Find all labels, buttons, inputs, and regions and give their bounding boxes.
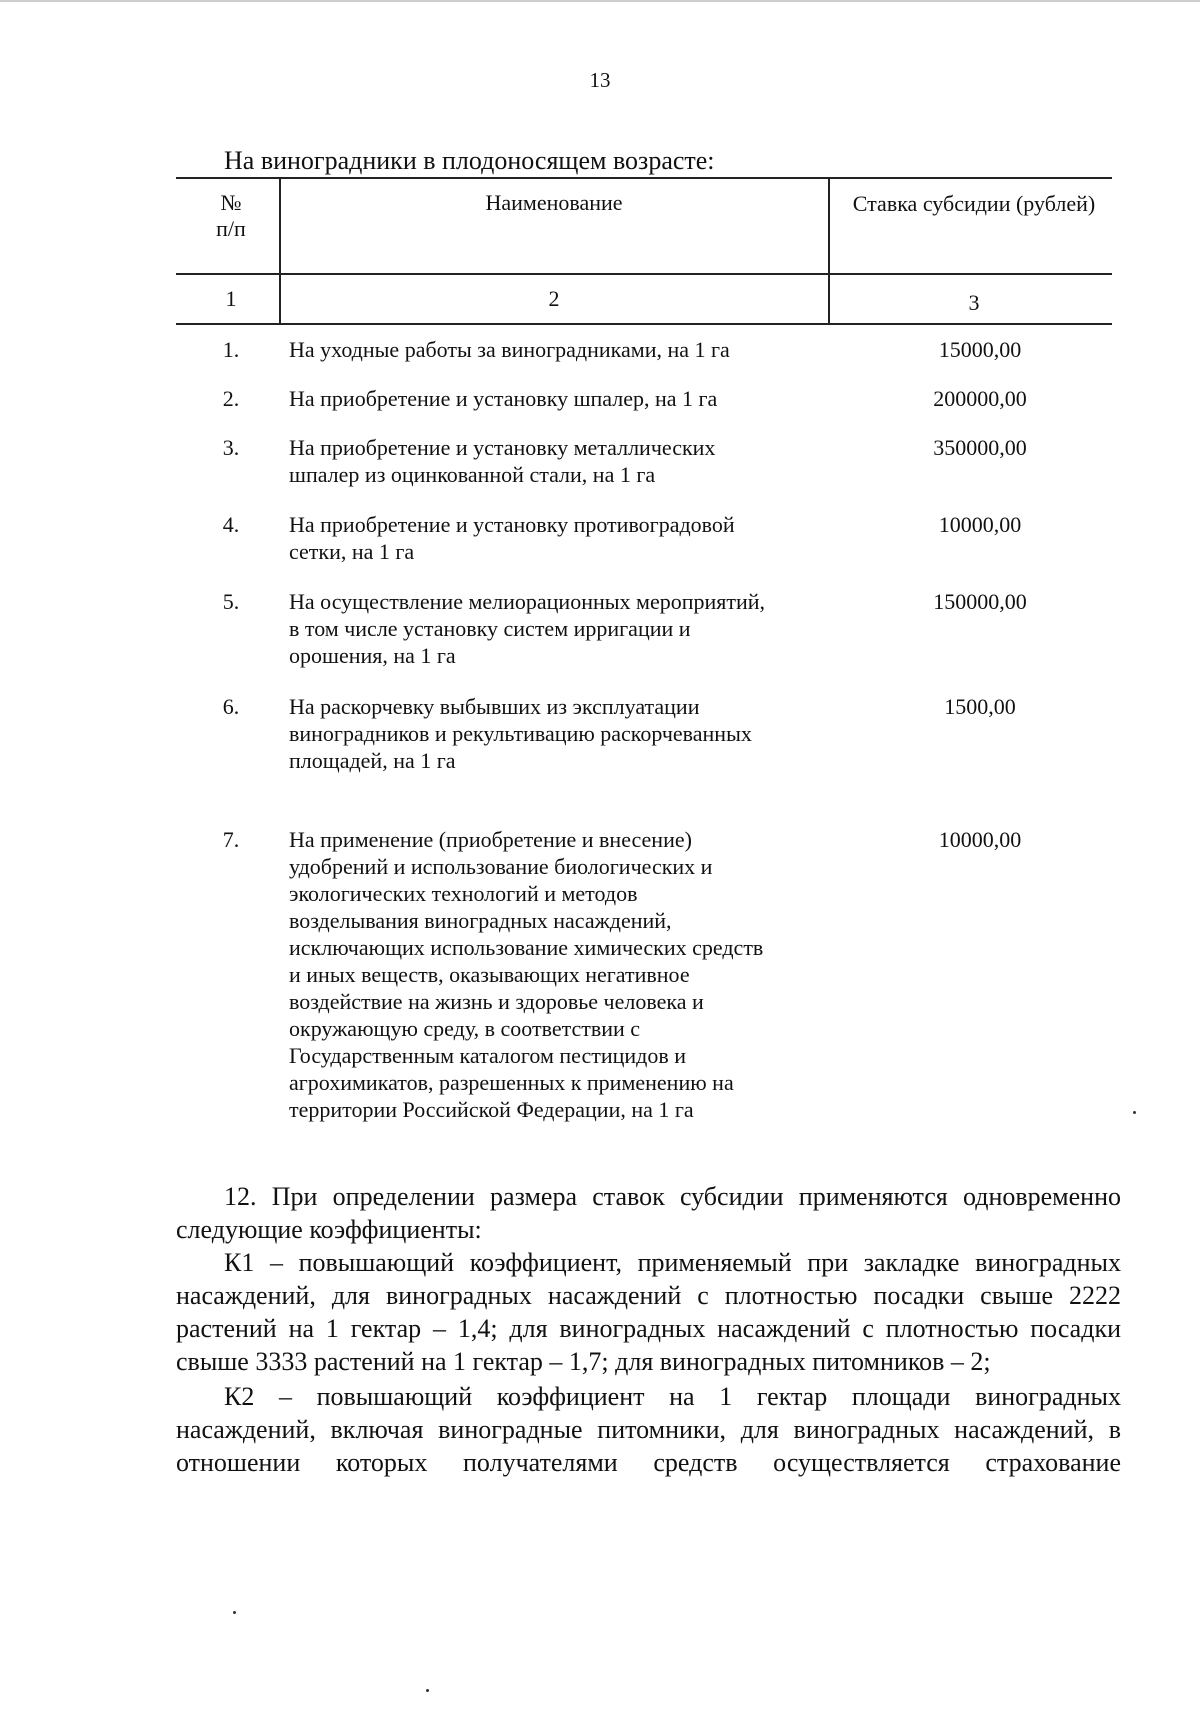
paragraph-k1: К1 – повышающий коэффициент, применяемый при закладке виноградных насаждений, для виноградных насаждений с плотностью посадки свыше 2222 растений на 1 гектар – 1,4; для виноградных насаждений с плотностью посадки свыше 3333 растений на 1 гектар – 1,7; для виноградных питомников – 2;: [176, 1248, 1121, 1376]
scan-speck: [233, 1611, 236, 1614]
scan-speck: [1133, 1111, 1136, 1114]
row-name: На приобретение и установку противоградовой сетки, на 1 га: [289, 512, 735, 564]
table-rule-colnum-bottom: [176, 323, 1112, 325]
column-number-3: 3: [968, 290, 980, 315]
row-num: 3.: [222, 435, 240, 460]
row-rate: 200000,00: [933, 386, 1027, 411]
paragraph-k2: К2 – повышающий коэффициент на 1 гектар площади виноградных насаждений, включая виноградные питомники, для виноградных насаждений, в отношении которых получателями средств осуществляется страхование: [176, 1382, 1121, 1477]
row-name: На применение (приобретение и внесение) удобрений и использование биологических и экологических технологий и методов возделывания виноградных насаждений, исключающих использование химических средств и иных веществ, оказывающих негативное воздействие на жизнь и здоровье человека и окружающую среду, в соответствии с Государственным каталогом пестицидов и агрохимикатов, разрешенных к применению на территории Российской Федерации, на 1 га: [289, 827, 764, 1122]
body-text: [176, 1180, 1121, 1479]
column-number-1: 1: [225, 286, 237, 311]
row-num: 5.: [222, 589, 240, 614]
row-rate: 350000,00: [933, 435, 1027, 460]
row-rate: 10000,00: [938, 827, 1022, 852]
paragraph-12: 12. При определении размера ставок субсидии применяются одновременно следующие коэффициенты:: [176, 1182, 1121, 1244]
row-name: На приобретение и установку шпалер, на 1 га: [289, 386, 718, 411]
scan-top-edge: [0, 0, 1200, 2]
row-num: 7.: [222, 827, 240, 852]
row-name: На осуществление мелиорационных мероприятий, в том числе установку систем ирригации и орошения, на 1 га: [289, 589, 766, 668]
row-name: На приобретение и установку металлических шпалер из оцинкованной стали, на 1 га: [289, 435, 716, 487]
row-rate: 10000,00: [938, 512, 1022, 537]
row-rate: 150000,00: [933, 589, 1027, 614]
column-number-2: 2: [548, 286, 560, 311]
scan-speck: [426, 1689, 429, 1692]
header-rate: Ставка субсидии (рублей): [852, 191, 1096, 216]
row-rate: 1500,00: [944, 694, 1016, 719]
row-num: 1.: [222, 337, 240, 362]
row-num: 2.: [222, 386, 240, 411]
row-num: 6.: [222, 694, 240, 719]
page-number: 13: [589, 68, 611, 92]
row-rate: 15000,00: [938, 337, 1022, 362]
table-rule-top: [176, 177, 1112, 179]
header-name: Наименование: [485, 190, 623, 215]
row-name: На уходные работы за виноградниками, на 1 га: [289, 337, 730, 362]
row-name: На раскорчевку выбывших из эксплуатации виноградников и рекультивацию раскорчеванных площадей, на 1 га: [289, 694, 752, 773]
header-num: № п/п: [216, 190, 246, 241]
table-caption: На виноградники в плодоносящем возрасте:: [224, 146, 715, 175]
row-num: 4.: [222, 512, 240, 537]
table-rule-header-bottom: [176, 273, 1112, 275]
